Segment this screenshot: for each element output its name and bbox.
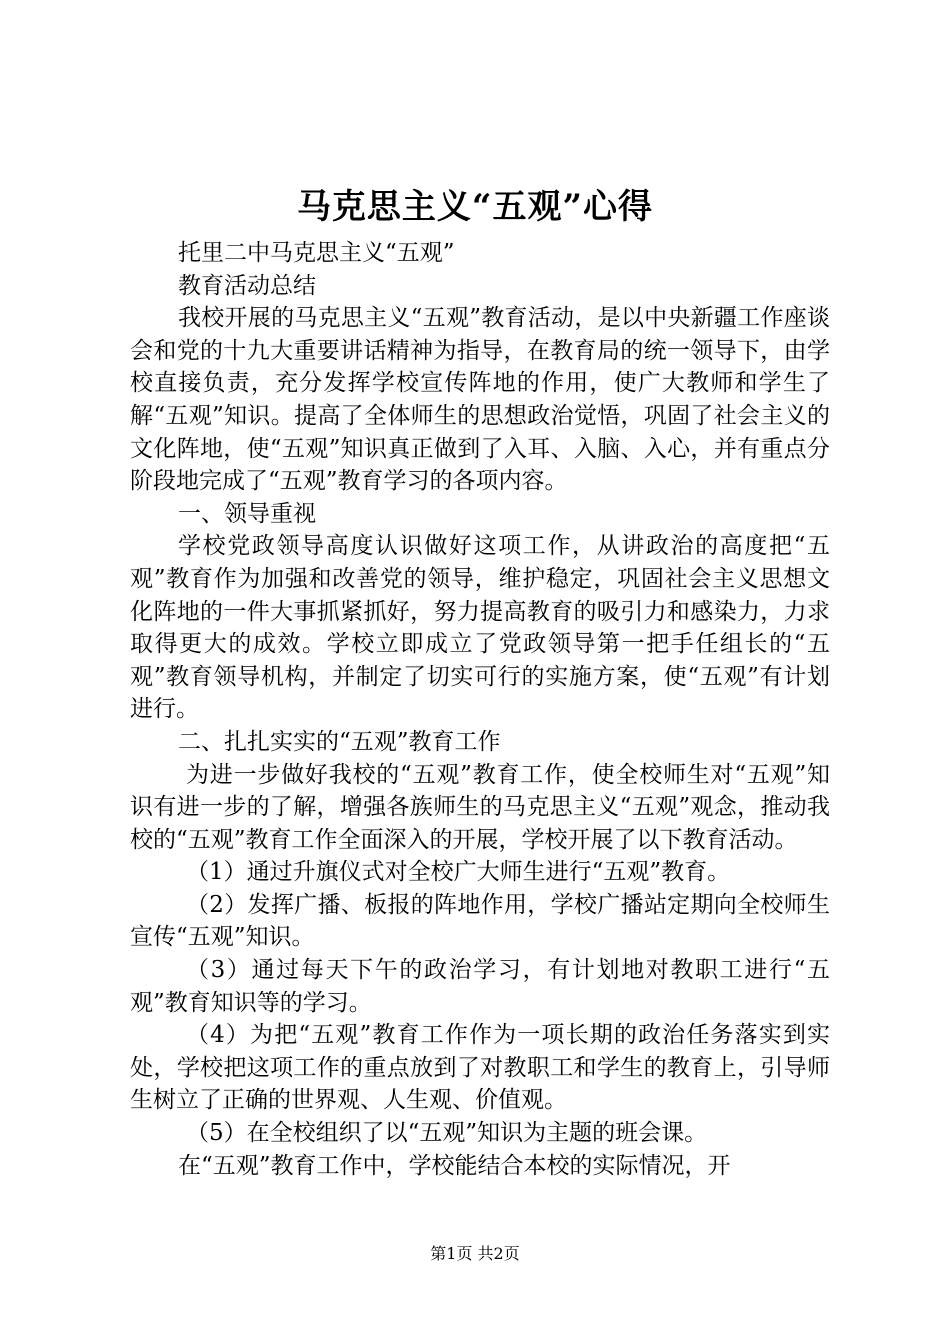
list-item-5: （5）在全校组织了以“五观”知识为主题的班会课。 xyxy=(186,1120,708,1147)
paragraph-intro: 我校开展的马克思主义“五观”教育活动，是以中央新疆工作座谈会和党的十九大重要讲话精神为指导，在教育局的统一领导下，由学校直接负责，充分发挥学校宣传阵地的作用，使广大教师和学生了解“五观”知识。提高了全体师生的思想政治觉悟，巩固了社会主义的文化阵地，使“五观”知识真正做到了入耳、入脑、入心，并有重点分阶段地完成了“五观”教育学习的各项内容。 xyxy=(130,305,830,495)
subtitle-line-2: 教育活动总结 xyxy=(178,272,316,299)
page-indicator: 第1页 共2页 xyxy=(430,1244,520,1263)
paragraph-continued: 在“五观”教育工作中，学校能结合本校的实际情况，开 xyxy=(178,1152,731,1179)
document-body xyxy=(130,237,830,1182)
section-heading-2: 二、扎扎实实的“五观”教育工作 xyxy=(178,728,501,755)
paragraph-activities: 为进一步做好我校的“五观”教育工作，使全校师生对“五观”知识有进一步的了解，增强各族师生的马克思主义“五观”观念，推动我校的“五观”教育工作全面深入的开展，学校开展了以下教育活动。 xyxy=(130,761,830,853)
list-item-3: （3）通过每天下午的政治学习，有计划地对教职工进行“五观”教育知识等的学习。 xyxy=(130,957,830,1016)
section-heading-1: 一、领导重视 xyxy=(178,500,316,527)
document-title: 马克思主义“五观”心得 xyxy=(296,187,654,227)
subtitle-line-1: 托里二中马克思主义“五观” xyxy=(178,240,455,266)
list-item-4: （4）为把“五观”教育工作作为一项长期的政治任务落实到实处，学校把这项工作的重点放到了对教职工和学生的教育上，引导师生树立了正确的世界观、人生观、价值观。 xyxy=(130,1022,830,1114)
paragraph-leadership: 学校党政领导高度认识做好这项工作，从讲政治的高度把“五观”教育作为加强和改善党的领导，维护稳定，巩固社会主义思想文化阵地的一件大事抓紧抓好，努力提高教育的吸引力和感染力，力求取得更大的成效。学校立即成立了党政领导第一把手任组长的“五观”教育领导机构，并制定了切实可行的实施方案，使“五观”有计划进行。 xyxy=(130,533,830,723)
list-item-2: （2）发挥广播、板报的阵地作用，学校广播站定期向全校师生宣传“五观”知识。 xyxy=(130,891,830,951)
list-item-1: （1）通过升旗仪式对全校广大师生进行“五观”教育。 xyxy=(186,859,731,886)
